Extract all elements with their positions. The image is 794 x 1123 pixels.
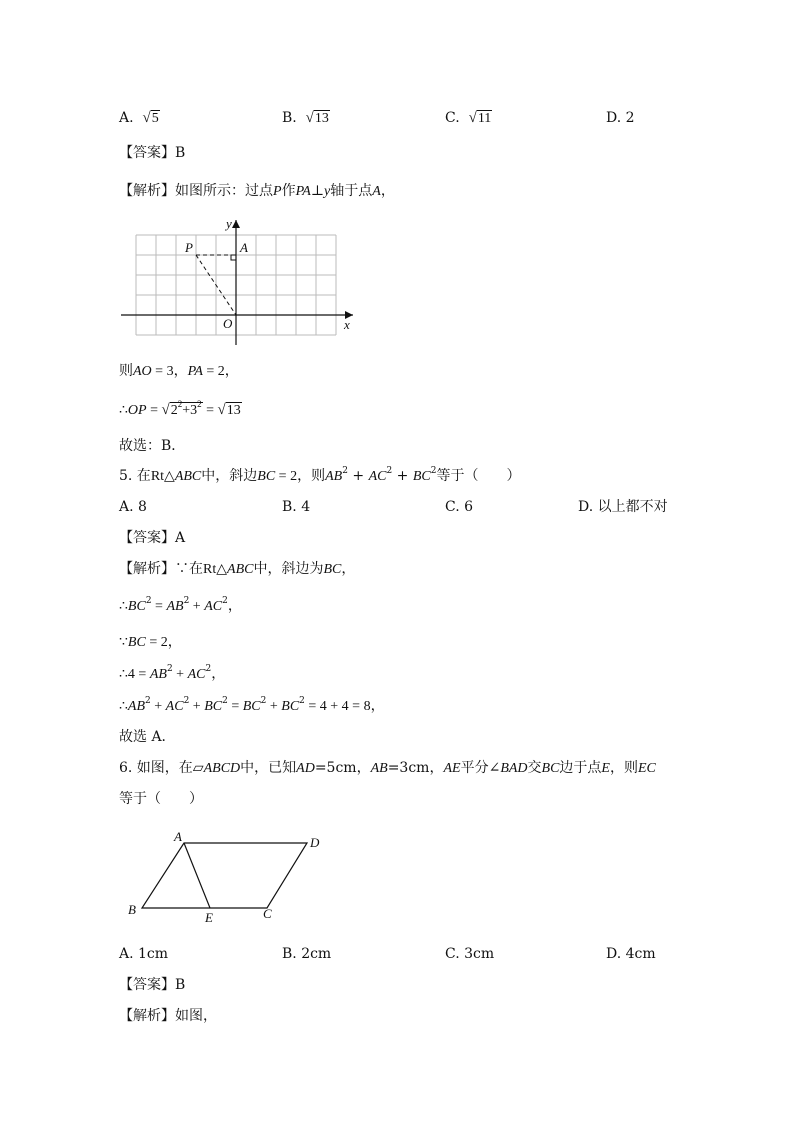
q5-analysis: 【解析】∵在Rt△ABC中，斜边为BC， (119, 561, 356, 577)
q5-step-4: $\therefore AB^2 + AC^2 + BC^2 = BC^2 + BC^2 = 4 + 4 = 8$， (119, 696, 385, 714)
q5-option-c: C. 6 (445, 499, 474, 515)
q4-option-c: C. √11 (445, 108, 492, 129)
sqrt-symbol: √11 (468, 110, 492, 126)
q6-question-line2: 等于（ ） (119, 791, 203, 807)
q4-answer: 【答案】B (119, 145, 186, 161)
q6-answer: 【答案】B (119, 977, 186, 993)
parallelogram-abcd (142, 843, 307, 908)
q6-option-c: C. 3cm (445, 946, 495, 962)
q5-option-a: A. 8 (119, 499, 147, 515)
q5-option-b: B. 4 (282, 499, 311, 515)
y-axis-arrow-icon (232, 220, 240, 228)
label-x: x (344, 317, 350, 332)
coordinate-grid-figure (115, 214, 360, 349)
sqrt-symbol: √5 (142, 110, 159, 126)
label-a: A (240, 240, 248, 255)
sqrt-symbol: $√2^2+3^2$ (161, 399, 202, 418)
q5-conclusion: 故选 A． (119, 729, 176, 745)
q6-analysis: 【解析】如图， (119, 1008, 217, 1024)
q6-option-d: D. 4cm (606, 946, 656, 962)
label-p: P (185, 240, 193, 255)
parallelogram-figure (120, 825, 335, 925)
q5-step-1: $\therefore BC^2 = AB^2 + AC^2$， (119, 596, 242, 614)
label-a: A (174, 829, 182, 844)
q6-option-b: B. 2cm (282, 946, 332, 962)
q4-option-b: B. √13 (282, 108, 330, 129)
q4-conclusion: 故选：B． (119, 438, 186, 454)
label-b: B (128, 902, 136, 917)
label-c: C (263, 906, 272, 921)
label-y: y (226, 216, 232, 231)
q5-step-2: ∵BC = 2， (119, 634, 182, 650)
label-d: D (310, 835, 320, 850)
q4-option-d: D. 2 (606, 110, 635, 126)
label-e: E (205, 910, 213, 925)
q5-answer: 【答案】A (119, 530, 186, 546)
q5-step-3: ∴4 = $AB^2 + AC^2$， (119, 664, 226, 682)
right-angle-mark (231, 255, 236, 260)
q6-option-a: A. 1cm (119, 946, 169, 962)
q6-question-line1: 6. 如图，在▱ABCD中，已知AD=5cm，AB=3cm，AE平分∠BAD交BC边于点E，则EC (119, 760, 656, 776)
label-o: O (223, 316, 233, 331)
q4-option-a: A. √5 (119, 108, 160, 129)
q5-question: 5. 在Rt△ABC中，斜边BC = 2，则$AB^2 + AC^2 + BC^2$等于（ ） (119, 466, 521, 484)
segment-ae (184, 843, 210, 908)
sqrt-symbol: √13 (305, 110, 329, 126)
q4-step-1: 则AO = 3，PA = 2， (119, 363, 239, 379)
q4-analysis: 【解析】如图所示：过点P作PA⊥y轴于点A， (119, 183, 395, 199)
q5-option-d: D. 以上都不对 (578, 499, 668, 515)
q4-step-2: ∴OP = $√2^2+3^2 = √13$ (119, 400, 242, 421)
sqrt-symbol: √13 (217, 402, 241, 418)
